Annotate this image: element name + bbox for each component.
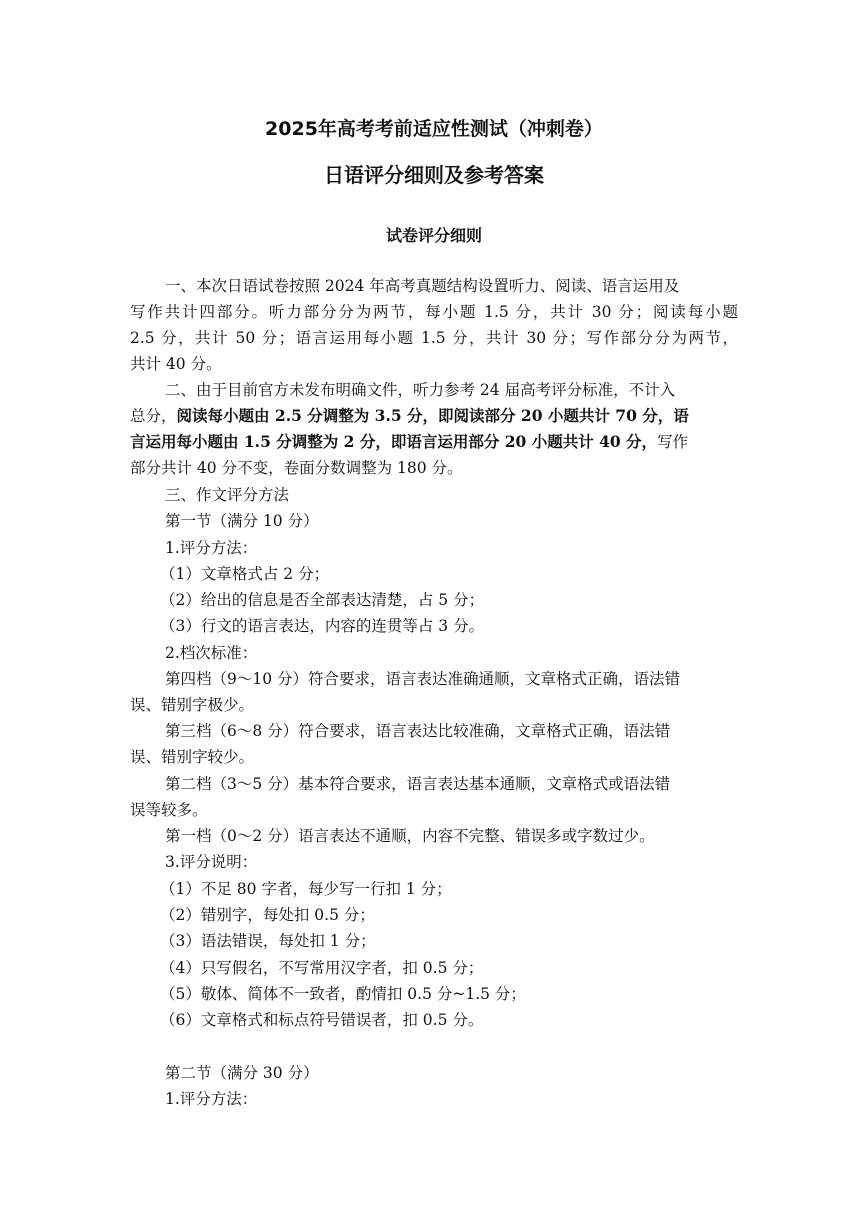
- sec1-note-2: （2）错别字，每处扣 0.5 分；: [160, 906, 375, 924]
- para1-line2: 写作共计四部分。听力部分分为两节，每小题 1.5 分，共计 30 分；阅读每小题: [130, 303, 738, 321]
- section-heading: 试卷评分细则: [385, 226, 482, 245]
- grade2-line1: 第二档（3～5 分）基本符合要求，语言表达基本通顺，文章格式或语法错: [165, 775, 671, 793]
- sec2-method-heading: 1.评分方法：: [165, 1090, 258, 1108]
- para2-line4: 部分共计 40 分不变，卷面分数调整为 180 分。: [130, 459, 463, 477]
- para2-line3: [130, 429, 688, 455]
- para2-line2: [130, 403, 689, 429]
- para2-line2-plain: 总分，: [130, 407, 177, 425]
- para1-line4: 共计 40 分。: [130, 355, 222, 373]
- para1-line3: 2.5 分，共计 50 分；语言运用每小题 1.5 分，共计 30 分；写作部分分为两节，: [130, 329, 738, 347]
- grade3-line1: 第三档（6～8 分）符合要求，语言表达比较准确，文章格式正确，语法错: [165, 722, 671, 740]
- grade4-line2: 误、错别字极少。: [130, 696, 255, 714]
- sec1-notes-heading: 3.评分说明：: [165, 853, 258, 871]
- grade3-line2: 误、错别字较少。: [130, 748, 255, 766]
- sec1-method-3: （3）行文的语言表达，内容的连贯等占 3 分。: [160, 617, 485, 635]
- sec1-note-4: （4）只写假名，不写常用汉字者，扣 0.5 分；: [160, 959, 484, 977]
- para3-heading: 三、作文评分方法: [165, 486, 290, 504]
- sec1-grade-heading: 2.档次标准：: [165, 644, 258, 662]
- grade1-line: 第一档（0～2 分）语言表达不通顺，内容不完整、错误多或字数过少。: [165, 827, 655, 845]
- para1-line1: 一、本次日语试卷按照 2024 年高考真题结构设置听力、阅读、语言运用及: [165, 277, 680, 295]
- sec2-heading: 第二节（满分 30 分）: [165, 1064, 319, 1082]
- page-title: 2025年高考考前适应性测试（冲刺卷）: [265, 118, 603, 140]
- para2-line1: 二、由于目前官方未发布明确文件，听力参考 24 届高考评分标准，不计入: [165, 381, 676, 399]
- grade2-line2: 误等较多。: [130, 801, 208, 819]
- sec1-method-heading: 1.评分方法：: [165, 539, 258, 557]
- sec1-heading: 第一节（满分 10 分）: [165, 512, 319, 530]
- sec1-method-2: （2）给出的信息是否全部表达清楚，占 5 分；: [160, 591, 485, 609]
- para2-line3-bold: 言运用每小题由 1.5 分调整为 2 分，即语言运用部分 20 小题共计 40 分，: [130, 432, 658, 451]
- sec1-note-5: （5）敬体、简体不一致者，酌情扣 0.5 分~1.5 分；: [160, 985, 526, 1003]
- sec1-note-1: （1）不足 80 字者，每少写一行扣 1 分；: [160, 880, 452, 898]
- para2-line2-bold: 阅读每小题由 2.5 分调整为 3.5 分，即阅读部分 20 小题共计 70 分，语: [176, 406, 689, 425]
- grade4-line1: 第四档（9～10 分）符合要求，语言表达准确通顺，文章格式正确，语法错: [165, 670, 681, 688]
- sec1-note-6: （6）文章格式和标点符号错误者，扣 0.5 分。: [160, 1011, 484, 1029]
- para2-line3-plain: 写作: [657, 433, 689, 451]
- sec1-note-3: （3）语法错误，每处扣 1 分；: [160, 932, 376, 950]
- page-subtitle: 日语评分细则及参考答案: [324, 163, 544, 187]
- sec1-method-1: （1）文章格式占 2 分；: [160, 565, 330, 583]
